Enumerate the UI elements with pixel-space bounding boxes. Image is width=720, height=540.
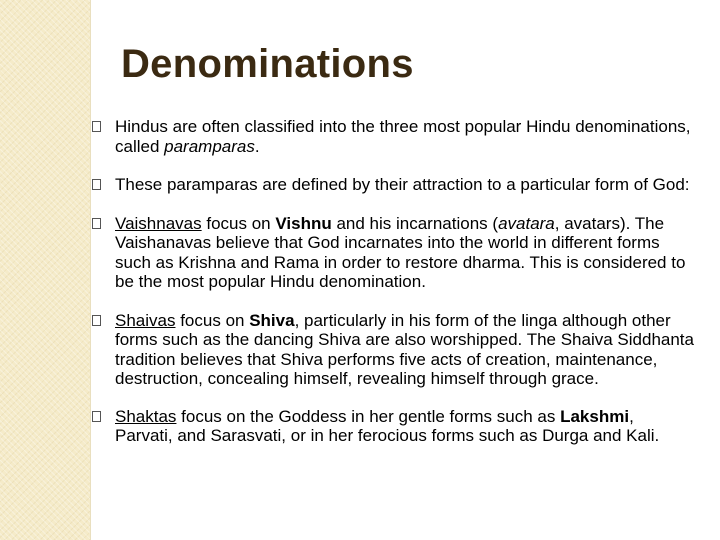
bullet-shaktas <box>90 407 695 446</box>
bullet-paramparas-definition <box>90 175 695 195</box>
bullet-text: , particularly in his form of the linga although other forms such as the dancing Shiva are also worshipped. The Shaiva Siddhanta tradition believes that Shiva performs five acts of creation, maintenance, destruction, concealing himself, revealing himself through grace. <box>115 310 694 388</box>
bullet-text: , Parvati, and Sarasvati, or in her ferocious forms such as Durga and Kali. <box>115 406 660 445</box>
bullet-list <box>90 117 695 465</box>
box-bullet-icon <box>92 315 101 326</box>
shaktas-term: Shaktas <box>115 406 177 426</box>
bullet-denominations-intro <box>90 117 695 156</box>
box-bullet-icon <box>92 121 101 132</box>
bullet-shaivas <box>90 311 695 389</box>
decorative-side-strip <box>0 0 90 540</box>
lakshmi-deity: Lakshmi <box>560 406 630 426</box>
box-bullet-icon <box>92 218 101 229</box>
avatara-term: avatara <box>498 213 555 233</box>
bullet-text: focus on <box>175 310 250 330</box>
box-bullet-icon <box>92 179 101 190</box>
bullet-text: and his incarnations ( <box>331 213 499 233</box>
bullet-vaishnavas <box>90 214 695 292</box>
shaivas-term: Shaivas <box>115 310 176 330</box>
bullet-text: focus on the Goddess in her gentle forms such as <box>176 406 561 426</box>
bullet-text: . <box>254 136 260 156</box>
paramparas-term: paramparas <box>164 136 255 156</box>
box-bullet-icon <box>92 411 101 422</box>
bullet-text: , avatars). The Vaishanavas believe that God incarnates into the world in different forms such as Krishna and Rama in order to restore dharma. This is considered to be the most popular Hindu denomination. <box>115 213 686 291</box>
vishnu-deity: Vishnu <box>275 213 332 233</box>
slide-title: Denominations <box>121 42 414 86</box>
shiva-deity: Shiva <box>249 310 295 330</box>
bullet-text: These paramparas are defined by their attraction to a particular form of God: <box>115 175 690 194</box>
vaishnavas-term: Vaishnavas <box>115 213 202 233</box>
bullet-text: Hindus are often classified into the three most popular Hindu denominations, called <box>115 117 691 156</box>
bullet-text: focus on <box>201 213 276 233</box>
